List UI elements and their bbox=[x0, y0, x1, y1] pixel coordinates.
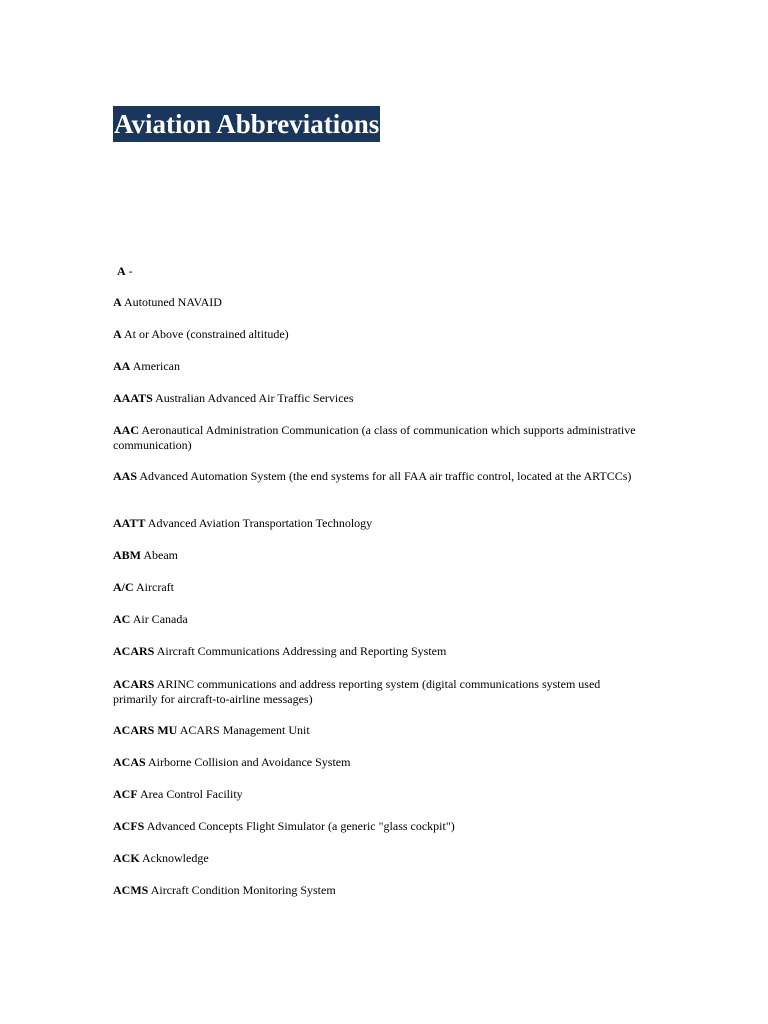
entry-definition: Advanced Aviation Transportation Technology bbox=[147, 516, 373, 530]
entry-abbr: AAATS bbox=[113, 391, 153, 405]
entry-abbr: A bbox=[113, 295, 122, 309]
entry-definition: ARINC communications and address reporting system (digital communications system used primarily for aircraft-to-airline messages) bbox=[113, 677, 601, 706]
entry-definition: Advanced Automation System (the end systems for all FAA air traffic control, located at the ARTCCs) bbox=[139, 469, 632, 483]
list-item bbox=[113, 391, 643, 406]
list-item bbox=[113, 851, 643, 866]
entry-definition: Air Canada bbox=[132, 612, 188, 626]
list-item bbox=[113, 469, 643, 484]
list-item bbox=[113, 677, 643, 707]
entry-abbr: ACARS bbox=[113, 677, 155, 691]
entry-abbr: AAS bbox=[113, 469, 138, 483]
entry-definition: Aircraft Condition Monitoring System bbox=[150, 883, 336, 897]
list-item bbox=[113, 423, 643, 453]
entry-definition: Acknowledge bbox=[142, 851, 209, 865]
entry-definition: Aircraft bbox=[136, 580, 174, 594]
list-item bbox=[113, 327, 643, 342]
list-item bbox=[113, 359, 643, 374]
entry-definition: Australian Advanced Air Traffic Services bbox=[155, 391, 354, 405]
entry-definition: Aircraft Communications Addressing and Reporting System bbox=[156, 644, 447, 658]
entry-definition: American bbox=[132, 359, 180, 373]
entry-abbr: ACMS bbox=[113, 883, 149, 897]
entry-definition: Abeam bbox=[143, 548, 178, 562]
entry-abbr: A bbox=[113, 327, 122, 341]
entry-abbr: ACARS bbox=[113, 644, 155, 658]
entry-abbr: ACF bbox=[113, 787, 138, 801]
list-item bbox=[113, 723, 643, 738]
list-item bbox=[113, 548, 643, 563]
entry-definition: Aeronautical Administration Communication (a class of communication which supports administrative communication) bbox=[113, 423, 636, 452]
list-item bbox=[113, 295, 643, 310]
section-suffix: - bbox=[128, 264, 133, 278]
entry-abbr: ACK bbox=[113, 851, 140, 865]
entry-abbr: AA bbox=[113, 359, 131, 373]
list-item bbox=[113, 644, 643, 659]
entry-definition: Autotuned NAVAID bbox=[124, 295, 222, 309]
entry-abbr: ABM bbox=[113, 548, 141, 562]
list-item bbox=[113, 516, 643, 531]
entry-abbr: ACAS bbox=[113, 755, 146, 769]
entry-definition: Airborne Collision and Avoidance System bbox=[148, 755, 351, 769]
list-item bbox=[113, 787, 643, 802]
entry-abbr: A/C bbox=[113, 580, 134, 594]
entry-definition: Area Control Facility bbox=[140, 787, 243, 801]
entry-abbr: ACARS MU bbox=[113, 723, 178, 737]
list-item bbox=[113, 612, 643, 627]
entry-definition: Advanced Concepts Flight Simulator (a generic "glass cockpit") bbox=[146, 819, 455, 833]
entry-abbr: AATT bbox=[113, 516, 146, 530]
entry-abbr: AC bbox=[113, 612, 131, 626]
list-item bbox=[113, 580, 643, 595]
entry-definition: ACARS Management Unit bbox=[179, 723, 310, 737]
list-item bbox=[113, 755, 643, 770]
list-item bbox=[113, 819, 643, 834]
entry-abbr: AAC bbox=[113, 423, 139, 437]
entry-definition: At or Above (constrained altitude) bbox=[124, 327, 289, 341]
section-heading bbox=[117, 263, 133, 279]
entry-abbr: ACFS bbox=[113, 819, 145, 833]
list-item bbox=[113, 883, 643, 898]
section-letter: A bbox=[117, 264, 126, 278]
page-title: Aviation Abbreviations bbox=[113, 106, 380, 142]
